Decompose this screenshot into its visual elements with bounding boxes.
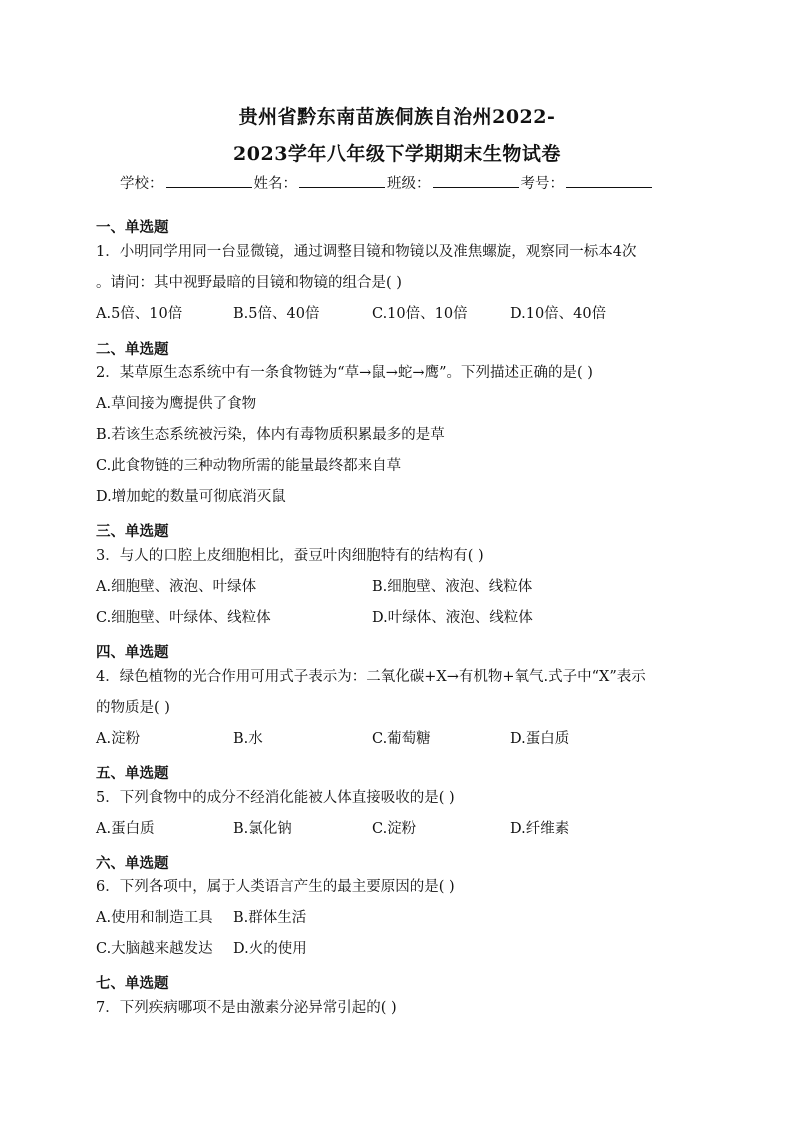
option-d: D.火的使用: [233, 941, 307, 957]
section-heading: 二、单选题: [96, 342, 169, 358]
section-heading: 七、单选题: [96, 976, 169, 992]
option-c: C.淀粉: [372, 821, 417, 837]
option-a: A.5倍、10倍: [96, 306, 183, 322]
option-b: B.5倍、40倍: [233, 306, 320, 322]
option-b: B.若该生态系统被污染，体内有毒物质积累最多的是草: [96, 427, 445, 443]
question-stem: 。请问：其中视野最暗的目镜和物镜的组合是( ): [96, 275, 402, 291]
section-heading: 一、单选题: [96, 220, 169, 236]
section-heading: 五、单选题: [96, 766, 169, 782]
section-heading: 三、单选题: [96, 524, 169, 540]
option-b: B.群体生活: [233, 910, 307, 926]
school-blank[interactable]: [166, 173, 252, 188]
option-d: D.增加蛇的数量可彻底消灭鼠: [96, 489, 286, 505]
question-stem: 3．与人的口腔上皮细胞相比，蚕豆叶肉细胞特有的结构有( ): [96, 548, 484, 564]
question-stem: 5．下列食物中的成分不经消化能被人体直接吸收的是( ): [96, 790, 455, 806]
question-stem: 1．小明同学用同一台显微镜，通过调整目镜和物镜以及准焦螺旋，观察同一标本4次: [96, 244, 637, 260]
question-stem: 4．绿色植物的光合作用可用式子表示为：二氧化碳+X→有机物+氧气.式子中“X”表示: [96, 669, 646, 685]
name-blank[interactable]: [299, 173, 385, 188]
option-c: C.10倍、10倍: [372, 306, 468, 322]
option-c: C.大脑越来越发达: [96, 941, 213, 957]
option-a: A.细胞壁、液泡、叶绿体: [96, 579, 257, 595]
option-d: D.蛋白质: [510, 731, 570, 747]
option-a: A.草间接为鹰提供了食物: [96, 396, 257, 412]
student-info-row: [120, 172, 654, 193]
option-c: C.细胞壁、叶绿体、线粒体: [96, 610, 271, 626]
question-stem: 的物质是( ): [96, 700, 170, 716]
option-d: D.10倍、40倍: [510, 306, 607, 322]
question-stem: 6．下列各项中，属于人类语言产生的最主要原因的是( ): [96, 879, 455, 895]
option-a: A.蛋白质: [96, 821, 155, 837]
exam-title-line-2: 2023学年八年级下学期期末生物试卷: [233, 143, 561, 165]
section-heading: 六、单选题: [96, 856, 169, 872]
question-stem: 7．下列疾病哪项不是由激素分泌异常引起的( ): [96, 1000, 397, 1016]
option-c: C.葡萄糖: [372, 731, 431, 747]
option-b: B.细胞壁、液泡、线粒体: [372, 579, 533, 595]
option-c: C.此食物链的三种动物所需的能量最终都来自草: [96, 458, 402, 474]
option-b: B.水: [233, 731, 263, 747]
exam-number-blank[interactable]: [566, 173, 652, 188]
exam-title-line-1: 贵州省黔东南苗族侗族自治州2022-: [238, 106, 556, 128]
option-a: A.使用和制造工具: [96, 910, 213, 926]
class-blank[interactable]: [433, 173, 519, 188]
question-stem: 2．某草原生态系统中有一条食物链为“草→鼠→蛇→鹰”。下列描述正确的是( ): [96, 365, 593, 381]
exam-number-label: 考号：: [520, 176, 564, 192]
class-label: 班级：: [387, 176, 431, 192]
school-label: 学校：: [120, 176, 164, 192]
name-label: 姓名：: [253, 176, 297, 192]
option-b: B.氯化钠: [233, 821, 292, 837]
option-d: D.叶绿体、液泡、线粒体: [372, 610, 533, 626]
option-d: D.纤维素: [510, 821, 570, 837]
option-a: A.淀粉: [96, 731, 141, 747]
section-heading: 四、单选题: [96, 645, 169, 661]
